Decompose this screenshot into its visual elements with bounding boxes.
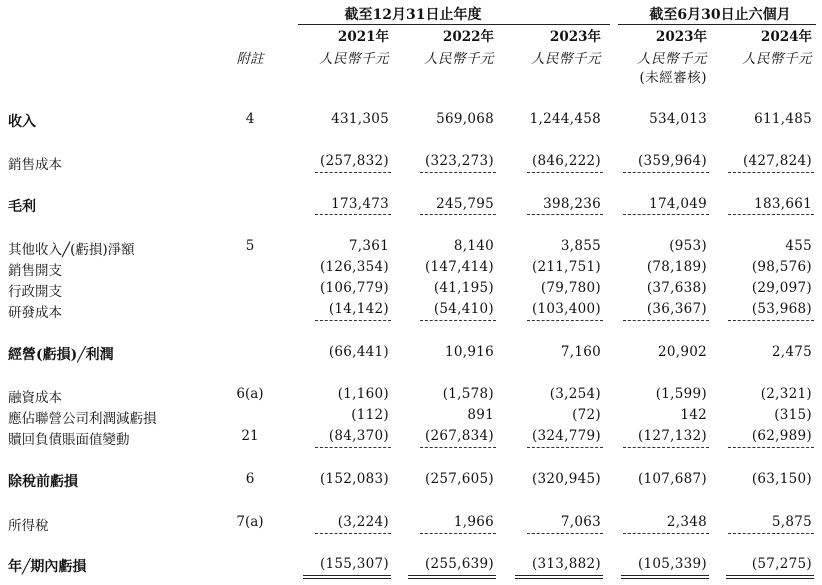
row-value: (105,339) — [637, 556, 707, 572]
row-value: (37,638) — [646, 280, 707, 296]
row-note: 5 — [245, 238, 255, 254]
year-2022: 2022年 — [442, 29, 494, 45]
underline — [527, 533, 603, 534]
row-value: (57,275) — [751, 556, 812, 572]
row-value: (152,083) — [319, 471, 389, 487]
underline — [420, 214, 496, 215]
double-underline — [621, 575, 709, 579]
row-value: (14,142) — [328, 301, 389, 317]
row-label-admin-expenses: 行政開支 — [8, 284, 62, 300]
row-label-share-of-associates: 應佔聯營公司利潤減虧損 — [8, 411, 157, 427]
row-label-operating-result: 經營(虧損)╱利潤 — [8, 347, 114, 363]
row-label-redemption-liabilities: 贖回負債賬面值變動 — [8, 432, 130, 448]
row-value: (320,945) — [531, 471, 601, 487]
underline — [420, 172, 496, 173]
underline — [728, 533, 814, 534]
row-label-income-tax: 所得稅 — [8, 518, 49, 534]
row-note: 6 — [245, 471, 255, 487]
year-2024-half: 2024年 — [760, 29, 812, 45]
row-value: (98,576) — [751, 259, 812, 275]
row-value: 245,795 — [436, 196, 494, 212]
row-value: 1,244,458 — [529, 111, 601, 127]
row-label-revenue: 收入 — [8, 114, 36, 130]
row-value: (359,964) — [637, 153, 707, 169]
row-value: 1,966 — [453, 514, 494, 530]
row-value: (106,779) — [319, 280, 389, 296]
year-2021: 2021年 — [337, 29, 389, 45]
row-value: 7,361 — [348, 238, 389, 254]
underline — [420, 320, 496, 321]
row-value: 611,485 — [754, 111, 812, 127]
row-value: (257,832) — [319, 153, 389, 169]
row-value: (62,989) — [751, 428, 812, 444]
row-value: 174,049 — [649, 196, 707, 212]
underline — [527, 320, 603, 321]
row-label-finance-costs: 融資成本 — [8, 390, 62, 406]
underline — [728, 214, 814, 215]
row-value: (103,400) — [531, 301, 601, 317]
row-label-selling-expenses: 銷售開支 — [8, 263, 62, 279]
row-value: (3,224) — [337, 514, 389, 530]
unit-2021: 人民幣千元 — [319, 51, 389, 67]
row-value: (29,097) — [751, 280, 812, 296]
row-value: (1,578) — [442, 386, 494, 402]
row-value: (324,779) — [531, 428, 601, 444]
underline — [420, 533, 496, 534]
row-value: (53,968) — [751, 301, 812, 317]
row-value: (107,687) — [637, 471, 707, 487]
row-value: (63,150) — [751, 471, 812, 487]
row-value: (41,195) — [433, 280, 494, 296]
double-underline — [408, 575, 496, 579]
row-value: 534,013 — [649, 111, 707, 127]
row-value: 2,348 — [666, 514, 707, 530]
row-note: 4 — [245, 111, 255, 127]
double-underline — [726, 575, 814, 579]
underline — [527, 172, 603, 173]
row-value: 431,305 — [331, 111, 389, 127]
double-underline — [515, 575, 603, 579]
row-value: 569,068 — [436, 111, 494, 127]
row-value: (846,222) — [531, 153, 601, 169]
row-value: (953) — [669, 238, 707, 254]
row-value: 183,661 — [754, 196, 812, 212]
row-value: (84,370) — [328, 428, 389, 444]
row-value: 455 — [785, 238, 812, 254]
header-group-year: 截至12月31日止年度 — [344, 7, 482, 23]
unit-2023: 人民幣千元 — [531, 51, 601, 67]
row-value: (78,189) — [646, 259, 707, 275]
unit-2024-half: 人民幣千元 — [742, 51, 812, 67]
row-value: (211,751) — [531, 259, 601, 275]
note-header: 附註 — [236, 51, 264, 67]
row-value: (1,160) — [337, 386, 389, 402]
row-label-gross-profit: 毛利 — [8, 199, 36, 215]
row-value: 7,160 — [560, 344, 601, 360]
underline — [315, 447, 391, 448]
unit-2022: 人民幣千元 — [424, 51, 494, 67]
underline — [420, 447, 496, 448]
row-label-rnd-costs: 研發成本 — [8, 305, 62, 321]
row-value: (3,254) — [549, 386, 601, 402]
underline — [527, 214, 603, 215]
row-value: (147,414) — [424, 259, 494, 275]
row-value: (36,367) — [646, 301, 707, 317]
underline — [315, 214, 391, 215]
row-value: (126,354) — [319, 259, 389, 275]
underline — [623, 214, 709, 215]
row-value: 891 — [467, 407, 494, 423]
row-label-other-income: 其他收入╱(虧損)淨額 — [8, 242, 135, 258]
row-value: (267,834) — [424, 428, 494, 444]
row-value: (72) — [572, 407, 601, 423]
year-2023: 2023年 — [549, 29, 601, 45]
row-value: (315) — [774, 407, 812, 423]
underline — [623, 447, 709, 448]
row-note: 6(a) — [236, 386, 264, 402]
underline — [527, 447, 603, 448]
underline — [728, 172, 814, 173]
row-value: (257,605) — [424, 471, 494, 487]
row-value: (112) — [351, 407, 389, 423]
row-value: 173,473 — [331, 196, 389, 212]
year-2023-half: 2023年 — [655, 29, 707, 45]
row-value: 10,916 — [444, 344, 494, 360]
row-value: 7,063 — [560, 514, 601, 530]
double-underline — [303, 575, 391, 579]
underline — [315, 172, 391, 173]
unit-2023-half: 人民幣千元 — [637, 51, 707, 67]
row-value: (255,639) — [424, 556, 494, 572]
row-value: (313,882) — [531, 556, 601, 572]
row-value: (2,321) — [760, 386, 812, 402]
underline — [623, 533, 709, 534]
row-value: (127,132) — [637, 428, 707, 444]
underline — [728, 447, 814, 448]
row-label-loss-for-period: 年╱期內虧損 — [8, 559, 87, 575]
row-value: 3,855 — [560, 238, 601, 254]
row-value: (1,599) — [655, 386, 707, 402]
row-value: (79,780) — [540, 280, 601, 296]
row-value: (54,410) — [433, 301, 494, 317]
row-value: 5,875 — [771, 514, 812, 530]
row-value: 398,236 — [543, 196, 601, 212]
row-note: 7(a) — [236, 514, 264, 530]
header-group-half: 截至6月30日止六個月 — [649, 7, 791, 23]
underline — [728, 320, 814, 321]
underline — [315, 533, 391, 534]
unaudited-label: (未經審核) — [639, 70, 707, 86]
row-value: (66,441) — [328, 344, 389, 360]
underline — [315, 320, 391, 321]
row-value: 2,475 — [771, 344, 812, 360]
row-note: 21 — [241, 428, 259, 444]
row-value: 20,902 — [657, 344, 707, 360]
row-value: 8,140 — [453, 238, 494, 254]
row-value: (427,824) — [742, 153, 812, 169]
row-label-loss-before-tax: 除稅前虧損 — [8, 474, 78, 490]
underline — [623, 172, 709, 173]
row-value: (323,273) — [424, 153, 494, 169]
row-label-cost-of-sales: 銷售成本 — [8, 157, 62, 173]
row-value: (155,307) — [319, 556, 389, 572]
underline — [623, 320, 709, 321]
row-value: 142 — [680, 407, 707, 423]
